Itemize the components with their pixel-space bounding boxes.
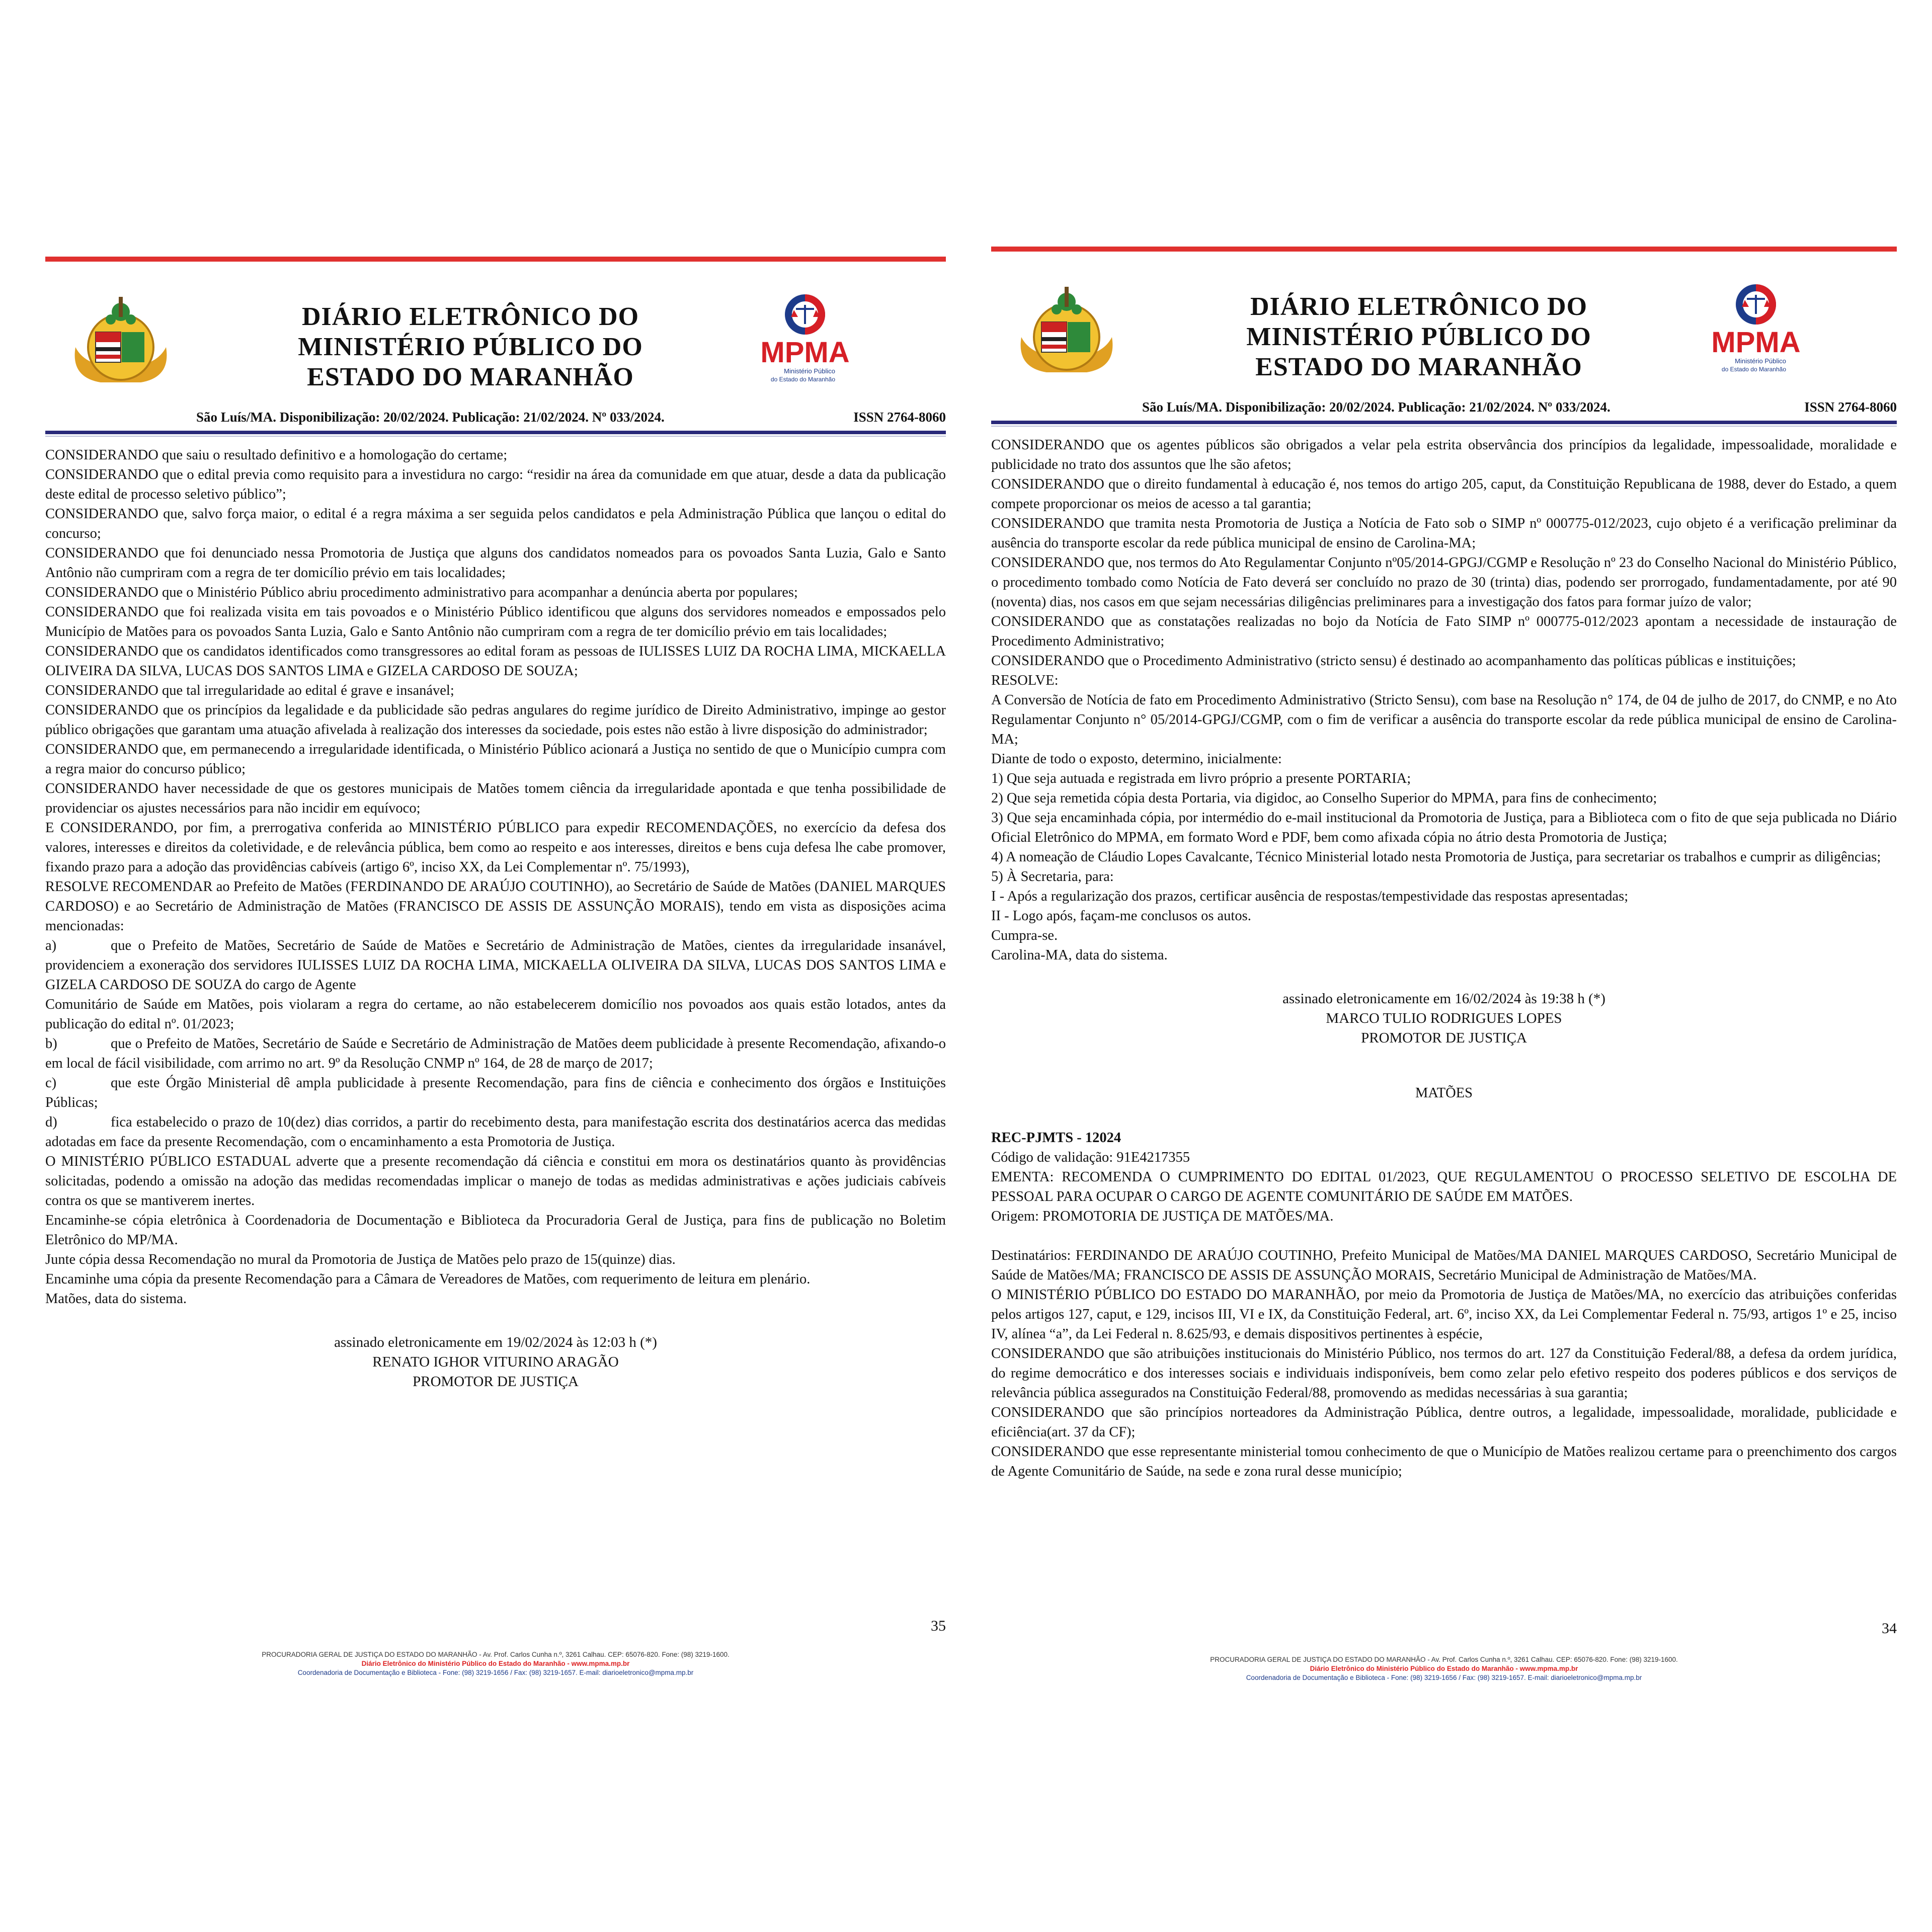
mpma-wordmark: MPMA <box>1711 326 1801 359</box>
item-letter: c) <box>45 1075 57 1091</box>
mpma-wordmark: MPMA <box>760 336 850 369</box>
paragraph: CONSIDERANDO que o edital previa como requisito para a investidura no cargo: “residir na área da comunidade em que atuar, desde a data da publicação deste edital de processo seletivo público”; <box>45 467 946 502</box>
navy-rule <box>45 431 946 434</box>
page-35-body <box>45 445 946 1392</box>
validation-code: Código de validação: 91E4217355 <box>991 1150 1190 1165</box>
item-letter: b) <box>45 1036 57 1052</box>
paragraph: RESOLVE: <box>991 673 1059 688</box>
publication-bar <box>991 397 1897 418</box>
paragraph: Junte cópia dessa Recomendação no mural da Promotoria de Justiça de Matões pelo prazo de 15(quinze) dias. <box>45 1252 676 1267</box>
page-header <box>991 272 1897 392</box>
item-text: que o Prefeito de Matões, Secretário de Saúde e Secretário de Administração de Matões deem publicidade à presente Recomendação, afixando-o em local de fácil visibilidade, com arrimo no art. 9º da Resolução CNMP nº 164, de 28 de março de 2017; <box>45 1036 946 1071</box>
paragraph: I - Após a regularização dos prazos, certificar ausência de respostas/tempestividade das respostas apresentadas; <box>991 889 1629 904</box>
footer-contact: Coordenadoria de Documentação e Biblioteca - Fone: (98) 3219-1656 / Fax: (98) 3219-1657. E-mail: diarioeletronico@mpma.mp.br <box>1246 1674 1642 1681</box>
paragraph: CONSIDERANDO que tal irregularidade ao edital é grave e insanável; <box>45 683 454 698</box>
paragraph: 1) Que seja autuada e registrada em livro próprio a presente PORTARIA; <box>991 771 1411 786</box>
page-34-body <box>991 435 1897 1481</box>
ementa: EMENTA: RECOMENDA O CUMPRIMENTO DO EDITAL 01/2023, QUE REGULAMENTOU O PROCESSO SELETIVO DE ESCOLHA DE PESSOAL PARA OCUPAR O CARGO DE AGENTE COMUNITÁRIO DE SAÚDE EM MATÕES. <box>991 1169 1897 1204</box>
signer-name: MARCO TULIO RODRIGUES LOPES <box>1326 1010 1562 1026</box>
item-text: que o Prefeito de Matões, Secretário de Saúde de Matões e Secretário de Administração de Matões, cientes da irregularidade insanável, providenciem a exoneração dos servidores IULISSES LUIZ DA ROCHA LIMA, MICKAELLA OLIVEIRA DA SILVA, LUCAS DOS SANTOS LIMA e GIZELA CARDOSO DE SOUZA do cargo de Agente <box>45 938 946 993</box>
paragraph: A Conversão de Notícia de fato em Procedimento Administrativo (Stricto Sensu), com base na Resolução n° 174, de 04 de julho de 2017, do CNMP, e no Ato Regulamentar Conjunto n° 05/2014-GPGJ/CGMP, com o fim de verificar a ausência do transporte escolar da rede pública municipal de ensino de Carolina-MA; <box>991 692 1897 747</box>
issn: ISSN 2764-8060 <box>853 410 946 425</box>
paragraph: Encaminhe-se cópia eletrônica à Coordenadoria de Documentação e Biblioteca da Procuradoria Geral de Justiça, para fins de publicação no Boletim Eletrônico do MP/MA. <box>45 1213 946 1248</box>
title-line-1: DIÁRIO ELETRÔNICO DO <box>301 302 639 331</box>
item-text: que este Órgão Ministerial dê ampla publicidade à presente Recomendação, para fins de ciência e conhecimento dos órgãos e Instituições Públicas; <box>45 1075 946 1110</box>
item-letter: a) <box>45 938 57 953</box>
scales-of-justice-icon <box>750 287 860 387</box>
title-line-2: MINISTÉRIO PÚBLICO DO <box>298 333 643 361</box>
paragraph: CONSIDERANDO que o Procedimento Administrativo (stricto sensu) é destinado ao acompanhamento das políticas públicas e instituições; <box>991 653 1796 669</box>
signature-block <box>45 1333 946 1392</box>
paragraph: 3) Que seja encaminhada cópia, por intermédio do e-mail institucional da Promotoria de Justiça, para a Biblioteca com o fito de que seja publicada no Diário Oficial Eletrônico do MPMA, em formato Word e PDF, bem como afixada cópia no átrio desta Promotoria de Justiça; <box>991 810 1897 845</box>
paragraph: CONSIDERANDO que saiu o resultado definitivo e a homologação do certame; <box>45 447 508 463</box>
title-line-1: DIÁRIO ELETRÔNICO DO <box>1250 292 1588 321</box>
navy-rule-thin <box>45 436 946 437</box>
mpma-sub1: Ministério Público <box>784 367 835 375</box>
footer-website: Diário Eletrônico do Ministério Público do Estado do Maranhão - www.mpma.mp.br <box>361 1660 630 1667</box>
footer-address: PROCURADORIA GERAL DE JUSTIÇA DO ESTADO DO MARANHÃO - Av. Prof. Carlos Cunha n.º, 3261 Calhau. CEP: 65076-820. Fone: (98) 3219-1600. <box>262 1651 730 1658</box>
paragraph: Matões, data do sistema. <box>45 1291 187 1307</box>
red-rule <box>991 247 1897 252</box>
scales-of-justice-icon <box>1701 277 1811 377</box>
paragraph: CONSIDERANDO que foi realizada visita em tais povoados e o Ministério Público identificou que alguns dos servidores nomeados e empossados pelo Município de Matões para os povoados Santa Luzia, Galo e Santo Antônio não cumpriram com a regra de ter domicílio prévio em tais localidades; <box>45 604 946 639</box>
mpma-logo <box>750 287 860 387</box>
paragraph: RESOLVE RECOMENDAR ao Prefeito de Matões (FERDINANDO DE ARAÚJO COUTINHO), ao Secretário de Saúde de Matões (DANIEL MARQUES CARDOSO) e ao Secretário de Administração de Matões (FRANCISCO DE ASSIS DE ASSUNÇÃO MORAIS), tendo em vista as disposições acima mencionadas: <box>45 879 946 934</box>
navy-rule-thin <box>991 426 1897 427</box>
issn: ISSN 2764-8060 <box>1804 399 1897 415</box>
mpma-sub2: do Estado do Maranhão <box>770 376 835 383</box>
paragraph: Diante de todo o exposto, determino, inicialmente: <box>991 751 1282 767</box>
title-line-3: ESTADO DO MARANHÃO <box>1255 353 1582 381</box>
signer-name: RENATO IGHOR VITURINO ARAGÃO <box>372 1354 619 1370</box>
mpma-sub2: do Estado do Maranhão <box>1721 366 1786 373</box>
paragraph: II - Logo após, façam-me conclusos os autos. <box>991 908 1251 924</box>
paragraph: CONSIDERANDO que esse representante ministerial tomou conhecimento de que o Município de Matões realizou certame para o preenchimento dos cargos de Agente Comunitário de Saúde, na sede e zona rural desse município; <box>991 1444 1897 1479</box>
item-c <box>45 1073 946 1112</box>
item-text: fica estabelecido o prazo de 10(dez) dias corridos, a partir do recebimento desta, para manifestação escrita dos destinatários acerca das medidas adotadas em face da presente Recomendação, com o encaminhamento a esta Promotoria de Justiça. <box>45 1114 946 1150</box>
publication-info: São Luís/MA. Disponibilização: 20/02/2024. Publicação: 21/02/2024. Nº 033/2024. <box>196 410 665 425</box>
page-footer <box>45 1650 946 1677</box>
page-34 <box>991 247 1897 1696</box>
paragraph: Cumpra-se. <box>991 928 1058 943</box>
footer-address: PROCURADORIA GERAL DE JUSTIÇA DO ESTADO DO MARANHÃO - Av. Prof. Carlos Cunha n.º, 3261 Calhau. CEP: 65076-820. Fone: (98) 3219-1600. <box>1210 1656 1678 1663</box>
page-number: 35 <box>931 1618 946 1634</box>
paragraph: CONSIDERANDO que são princípios norteadores da Administração Pública, dentre outros, a legalidade, impessoalidade, moralidade, publicidade e eficiência(art. 37 da CF); <box>991 1405 1897 1440</box>
signature-timestamp: assinado eletronicamente em 19/02/2024 às 12:03 h (*) <box>334 1334 657 1350</box>
page-number: 34 <box>1882 1620 1897 1637</box>
title-line-2: MINISTÉRIO PÚBLICO DO <box>1246 323 1591 351</box>
mpma-logo <box>1701 277 1811 377</box>
title-line-3: ESTADO DO MARANHÃO <box>307 363 634 391</box>
signer-role: PROMOTOR DE JUSTIÇA <box>1361 1030 1527 1046</box>
paragraph: Comunitário de Saúde em Matões, pois violaram a regra do certame, ao não estabelecerem domicílio nos povoados aos quais estão lotados, antes da publicação do edital nº. 01/2023; <box>45 997 946 1032</box>
paragraph: CONSIDERANDO que, em permanecendo a irregularidade identificada, o Ministério Público acionará a Justiça no sentido de que o Município cumpra com a regra maior do concurso público; <box>45 742 946 777</box>
paragraph: CONSIDERANDO que são atribuições institucionais do Ministério Público, nos termos do art. 127 da Constituição Federal/88, a defesa da ordem jurídica, do regime democrático e dos interesses sociais e individuais indisponíveis, bem como zelar pelo efetivo respeito dos poderes públicos e dos serviços de relevância pública assegurados na Constituição Federal/88, promovendo as medidas necessárias à sua garantia; <box>991 1346 1897 1401</box>
signature-timestamp: assinado eletronicamente em 16/02/2024 às 19:38 h (*) <box>1282 991 1605 1007</box>
origem: Origem: PROMOTORIA DE JUSTIÇA DE MATÕES/MA. <box>991 1209 1334 1224</box>
paragraph: Destinatários: FERDINANDO DE ARAÚJO COUTINHO, Prefeito Municipal de Matões/MA DANIEL MARQUES CARDOSO, Secretário Municipal de Saúde de Matões/MA; FRANCISCO DE ASSIS DE ASSUNÇÃO MORAIS, Secretário Municipal de Administração de Matões/MA. <box>991 1248 1897 1283</box>
publication-bar <box>45 408 946 428</box>
mpma-sub1: Ministério Público <box>1735 357 1786 365</box>
paragraph: 5) À Secretaria, para: <box>991 869 1114 884</box>
maranhao-coat-of-arms-icon <box>65 292 176 387</box>
diary-title <box>1157 292 1680 382</box>
navy-rule <box>991 421 1897 424</box>
page-footer <box>991 1655 1897 1682</box>
signer-role: PROMOTOR DE JUSTIÇA <box>413 1374 579 1390</box>
paragraph: 2) Que seja remetida cópia desta Portaria, via digidoc, ao Conselho Superior do MPMA, para fins de conhecimento; <box>991 790 1657 806</box>
paragraph: Carolina-MA, data do sistema. <box>991 947 1168 963</box>
paragraph: CONSIDERANDO que, nos termos do Ato Regulamentar Conjunto nº05/2014-GPGJ/CGMP e Resolução nº 23 do Conselho Nacional do Ministério Público, o procedimento tombado como Notícia de Fato deverá ser concluído no prazo de 30 (trinta) dias, podendo ser prorrogado, fundamentadamente, por até 90 (noventa) dias, nos casos em que sejam necessárias diligências preliminares para a investigação dos fatos para formar juízo de valor; <box>991 555 1897 610</box>
page-35 <box>45 257 946 1701</box>
red-rule <box>45 257 946 262</box>
recommendation-id: REC-PJMTS - 12024 <box>991 1130 1121 1146</box>
item-b <box>45 1034 946 1073</box>
paragraph: O MINISTÉRIO PÚBLICO ESTADUAL adverte que a presente recomendação dá ciência e constitui em mora os destinatários quanto às providências solicitadas, podendo a omissão na adoção das medidas recomendadas implicar o manejo de todas as medidas administrativas e ações judiciais cabíveis contra os que se mantiverem inertes. <box>45 1154 946 1209</box>
footer-website: Diário Eletrônico do Ministério Público do Estado do Maranhão - www.mpma.mp.br <box>1310 1665 1578 1672</box>
section-heading: MATÕES <box>1415 1085 1473 1101</box>
paragraph: CONSIDERANDO que as constatações realizadas no bojo da Notícia de Fato SIMP nº 000775-012/2023 apontam a necessidade de instauração de Procedimento Administrativo; <box>991 614 1897 649</box>
paragraph: CONSIDERANDO que o Ministério Público abriu procedimento administrativo para acompanhar a denúncia aberta por populares; <box>45 585 798 600</box>
footer-contact: Coordenadoria de Documentação e Biblioteca - Fone: (98) 3219-1656 / Fax: (98) 3219-1657. E-mail: diarioeletronico@mpma.mp.br <box>297 1669 694 1676</box>
item-d <box>45 1112 946 1152</box>
publication-info: São Luís/MA. Disponibilização: 20/02/2024. Publicação: 21/02/2024. Nº 033/2024. <box>1142 399 1611 415</box>
paragraph: CONSIDERANDO que tramita nesta Promotoria de Justiça a Notícia de Fato sob o SIMP nº 000775-012/2023, cujo objeto é a verificação preliminar da ausência do transporte escolar da rede pública municipal de ensino de Carolina-MA; <box>991 516 1897 551</box>
maranhao-coat-of-arms-icon <box>1011 282 1122 377</box>
paragraph: CONSIDERANDO que foi denunciado nessa Promotoria de Justiça que alguns dos candidatos nomeados para os povoados Santa Luzia, Galo e Santo Antônio não cumpriram com a regra de ter domicílio prévio em tais localidades; <box>45 545 946 581</box>
paragraph: CONSIDERANDO que o direito fundamental à educação é, nos temos do artigo 205, caput, da Constituição Republicana de 1988, dever do Estado, a quem compete proporcionar os meios de acesso a tal garantia; <box>991 476 1897 512</box>
page-header <box>45 282 946 403</box>
item-letter: d) <box>45 1114 57 1130</box>
paragraph: E CONSIDERANDO, por fim, a prerrogativa conferida ao MINISTÉRIO PÚBLICO para expedir RECOMENDAÇÕES, no exercício da defesa dos valores, interesses e direitos da coletividade, e de relevância pública, bem como ao respeito e aos interesses, direitos e bens cuja defesa lhe cabe promover, fixando prazo para a adoção das providências cabíveis (artigo 6º, inciso XX, da Lei Complementar nº. 75/1993), <box>45 820 946 875</box>
item-a <box>45 936 946 995</box>
paragraph: Encaminhe uma cópia da presente Recomendação para a Câmara de Vereadores de Matões, com requerimento de leitura em plenário. <box>45 1271 811 1287</box>
paragraph: CONSIDERANDO haver necessidade de que os gestores municipais de Matões tomem ciência da irregularidade apontada e que tenha possibilidade de providenciar os ajustes necessários para não incidir em equívoco; <box>45 781 946 816</box>
signature-block <box>991 989 1897 1048</box>
paragraph: CONSIDERANDO que, salvo força maior, o edital é a regra máxima a ser seguida pelos candidatos e pela Administração Pública que lançou o edital do concurso; <box>45 506 946 541</box>
paragraph: O MINISTÉRIO PÚBLICO DO ESTADO DO MARANHÃO, por meio da Promotoria de Justiça de Matões/MA, no exercício das atribuições conferidas pelos artigos 127, caput, e 129, incisos III, VI e IX, da Constituição Federal, art. 6º, inciso XX, da Lei Complementar Federal n. 75/93, artigos 1º e 25, inciso IV, alínea “a”, da Lei Federal n. 8.625/93, e demais dispositivos pertinentes à espécie, <box>991 1287 1897 1342</box>
paragraph: CONSIDERANDO que os candidatos identificados como transgressores ao edital foram as pessoas de IULISSES LUIZ DA ROCHA LIMA, MICKAELLA OLIVEIRA DA SILVA, LUCAS DOS SANTOS LIMA e GIZELA CARDOSO DE SOUZA; <box>45 643 946 679</box>
paragraph: CONSIDERANDO que os agentes públicos são obrigados a velar pela estrita observância dos princípios da legalidade, impessoalidade, moralidade e publicidade no trato dos assuntos que lhe são afetos; <box>991 437 1897 472</box>
paragraph: CONSIDERANDO que os princípios da legalidade e da publicidade são pedras angulares do regime jurídico de Direito Administrativo, impinge ao gestor público obrigações que garantam uma atuação afivelada à realização dos interesses da sociedade, pois estes não estão à livre disposição do administrador; <box>45 702 946 738</box>
paragraph: 4) A nomeação de Cláudio Lopes Cavalcante, Técnico Ministerial lotado nesta Promotoria de Justiça, para secretariar os trabalhos e cumprir as diligências; <box>991 849 1881 865</box>
diary-title <box>211 302 730 392</box>
